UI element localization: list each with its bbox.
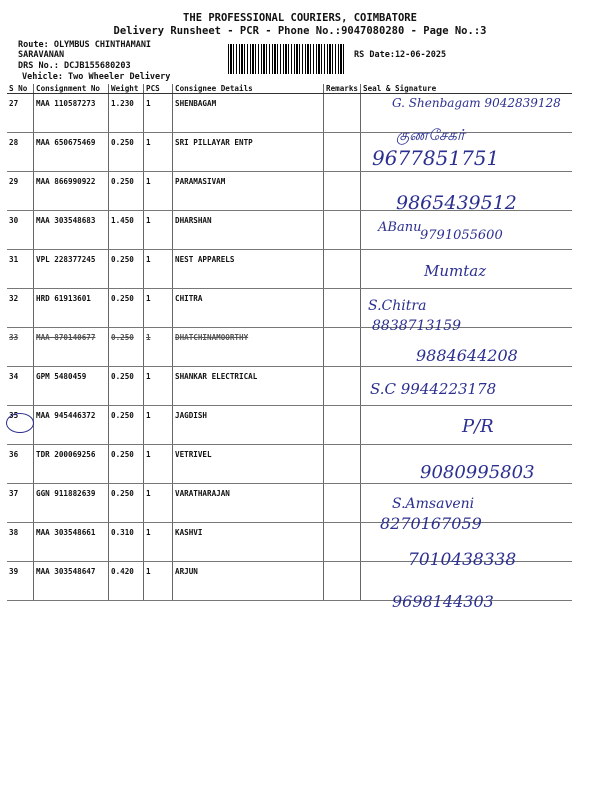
- col-sno: S No: [7, 84, 34, 94]
- signature-28-phone: 9677851751: [372, 146, 500, 170]
- cell-consignment: GGN 911882639: [34, 484, 109, 523]
- cell-sno: 27: [7, 94, 34, 133]
- cell-pcs: [144, 328, 173, 367]
- cell-weight: 0.310: [109, 523, 144, 562]
- cell-pcs: 1: [144, 445, 173, 484]
- cell-weight: 0.250: [109, 289, 144, 328]
- cell-sno: 31: [7, 250, 34, 289]
- cell-consignment: VPL 228377245: [34, 250, 109, 289]
- cell-pcs: 1: [144, 484, 173, 523]
- route-label: Route: OLYMBUS CHINTHAMANI: [18, 40, 152, 50]
- cell-consignee: NEST APPARELS: [173, 250, 324, 289]
- col-weight: Weight: [109, 84, 144, 94]
- cell-consignee: SRI PILLAYAR ENTP: [173, 133, 324, 172]
- cell-consignee: CHITRA: [173, 289, 324, 328]
- signature-32-name: S.Chitra: [368, 298, 427, 314]
- cell-consignee: KASHVI: [173, 523, 324, 562]
- cell-weight: 0.250: [109, 133, 144, 172]
- cell-remarks: [324, 94, 361, 133]
- cell-consignment: TDR 200069256: [34, 445, 109, 484]
- cell-consignee: PARAMASIVAM: [173, 172, 324, 211]
- cell-pcs: 1: [144, 172, 173, 211]
- cell-consignee-text: DHATCHINAMOORTHY: [175, 333, 249, 342]
- cell-remarks: [324, 289, 361, 328]
- cell-remarks: [324, 484, 361, 523]
- drs-number: DRS No.: DCJB155680203: [18, 61, 131, 71]
- cell-consignee: DHARSHAN: [173, 211, 324, 250]
- cell-pcs-text: 1: [146, 333, 151, 342]
- cell-sno-text: 33: [9, 333, 19, 342]
- table-row: [7, 289, 572, 328]
- staff-name: SARAVANAN: [18, 50, 65, 60]
- cell-weight: 0.250: [109, 367, 144, 406]
- cell-weight: 0.250: [109, 172, 144, 211]
- cell-consignee: [173, 328, 324, 367]
- signature-38: 7010438338: [408, 550, 517, 570]
- cell-remarks: [324, 523, 361, 562]
- cell-consignee: SHENBAGAM: [173, 94, 324, 133]
- cell-remarks: [324, 406, 361, 445]
- cell-weight: 0.420: [109, 562, 144, 601]
- cell-remarks: [324, 172, 361, 211]
- cell-sno: 36: [7, 445, 34, 484]
- col-signature: Seal & Signature: [361, 84, 572, 94]
- cell-weight-text: 0.250: [111, 333, 134, 342]
- cell-pcs: 1: [144, 211, 173, 250]
- cell-consignment-text: MAA 870140677: [36, 333, 96, 342]
- cell-consignment: MAA 303548683: [34, 211, 109, 250]
- cell-sno: [7, 328, 34, 367]
- col-consignee: Consignee Details: [173, 84, 324, 94]
- cell-consignment: [34, 328, 109, 367]
- cell-remarks: [324, 211, 361, 250]
- col-consignment: Consignment No: [34, 84, 109, 94]
- cell-consignment: MAA 303548661: [34, 523, 109, 562]
- cell-weight: 0.250: [109, 484, 144, 523]
- cell-consignee: VETRIVEL: [173, 445, 324, 484]
- cell-consignment: HRD 61913601: [34, 289, 109, 328]
- cell-consignee: ARJUN: [173, 562, 324, 601]
- cell-consignment: MAA 110587273: [34, 94, 109, 133]
- cell-remarks: [324, 562, 361, 601]
- signature-33: 9884644208: [416, 346, 518, 365]
- col-pcs: PCS: [144, 84, 173, 94]
- signature-28-name: குணசேகர்: [396, 126, 465, 144]
- handwritten-circle-mark: [6, 413, 34, 433]
- cell-pcs: 1: [144, 133, 173, 172]
- cell-remarks: [324, 250, 361, 289]
- signature-37-phone: 8270167059: [380, 514, 482, 533]
- cell-consignee: VARATHARAJAN: [173, 484, 324, 523]
- signature-36: 9080995803: [420, 462, 535, 483]
- cell-weight: 0.250: [109, 406, 144, 445]
- cell-pcs: 1: [144, 250, 173, 289]
- signature-37-name: S.Amsaveni: [392, 496, 475, 512]
- table-header-row: [7, 84, 572, 94]
- cell-pcs: 1: [144, 289, 173, 328]
- cell-remarks: [324, 328, 361, 367]
- cell-consignee: SHANKAR ELECTRICAL: [173, 367, 324, 406]
- table-row: [7, 484, 572, 523]
- cell-weight: 1.230: [109, 94, 144, 133]
- signature-30-phone: 9791055600: [420, 228, 503, 243]
- cell-weight: 1.450: [109, 211, 144, 250]
- vehicle-type: Vehicle: Two Wheeler Delivery: [22, 72, 171, 82]
- table-row: [7, 250, 572, 289]
- cell-remarks: [324, 133, 361, 172]
- signature-35: P/R: [462, 416, 494, 437]
- cell-consignment: MAA 866990922: [34, 172, 109, 211]
- cell-pcs: 1: [144, 406, 173, 445]
- cell-remarks: [324, 445, 361, 484]
- runsheet-subtitle: Delivery Runsheet - PCR - Phone No.:9047080280 - Page No.:3: [113, 25, 487, 37]
- cell-pcs: 1: [144, 94, 173, 133]
- signature-34: S.C 9944223178: [370, 380, 497, 398]
- cell-weight: [109, 328, 144, 367]
- rs-date: RS Date:12-06-2025: [354, 50, 447, 60]
- cell-consignment: MAA 945446372: [34, 406, 109, 445]
- cell-sno: 29: [7, 172, 34, 211]
- cell-sno: 39: [7, 562, 34, 601]
- cell-sno: 30: [7, 211, 34, 250]
- cell-pcs: 1: [144, 523, 173, 562]
- cell-sno: 37: [7, 484, 34, 523]
- signature-32-phone: 8838713159: [372, 318, 462, 334]
- signature-31: Mumtaz: [424, 262, 487, 280]
- cell-sno: 35: [7, 406, 34, 445]
- cell-weight: 0.250: [109, 250, 144, 289]
- signature-29: 9865439512: [396, 192, 517, 214]
- cell-sno: 38: [7, 523, 34, 562]
- signature-39: 9698144303: [392, 592, 494, 611]
- cell-weight: 0.250: [109, 445, 144, 484]
- barcode-image: [228, 44, 346, 74]
- cell-consignment: MAA 303548647: [34, 562, 109, 601]
- signature-27: G. Shenbagam 9042839128: [392, 96, 561, 110]
- col-remarks: Remarks: [324, 84, 361, 94]
- cell-sno: 32: [7, 289, 34, 328]
- cell-pcs: 1: [144, 367, 173, 406]
- signature-30-name: ABanu: [378, 220, 422, 235]
- cell-consignment: MAA 650675469: [34, 133, 109, 172]
- cell-sno: 34: [7, 367, 34, 406]
- company-title: THE PROFESSIONAL COURIERS, COIMBATORE: [183, 12, 417, 24]
- cell-pcs: 1: [144, 562, 173, 601]
- cell-sno: 28: [7, 133, 34, 172]
- cell-remarks: [324, 367, 361, 406]
- cell-consignment: GPM 5480459: [34, 367, 109, 406]
- cell-consignee: JAGDISH: [173, 406, 324, 445]
